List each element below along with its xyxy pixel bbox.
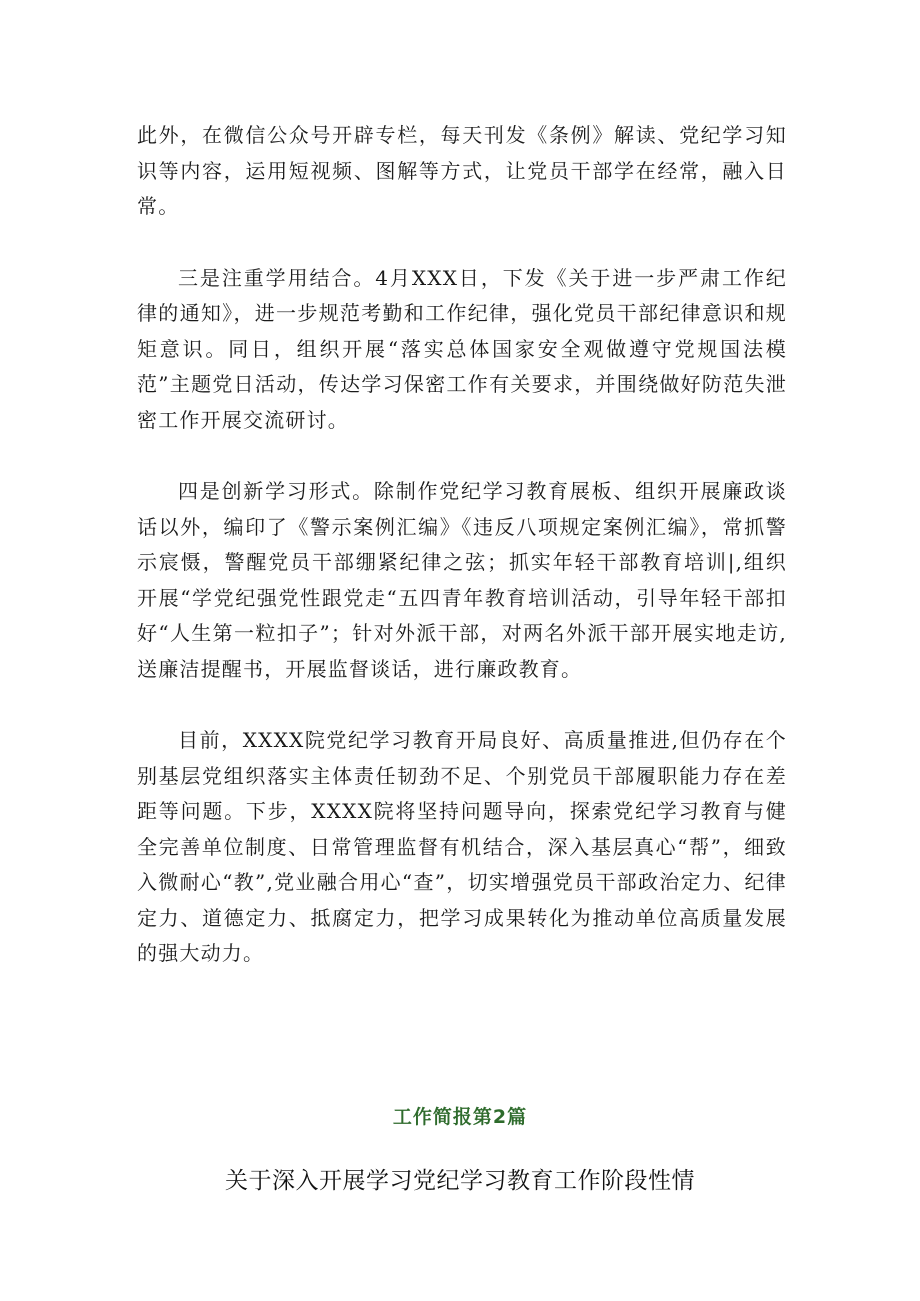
paragraph-current-status: 目前，XXXX院党纪学习教育开局良好、高质量推进,但仍存在个别基层党组织落实主体责任韧劲不足、个别党员干部履职能力存在差距等问题。下步，XXXX院将坚持问题导向，探索党纪学习教育与健全完善单位制度、日常管理监督有机结合，深入基层真心“帮”，细致入微耐心“教”,党业融合用心“查”，切实增强党员干部政治定力、纪律定力、道德定力、抵腐定力，把学习成果转化为推动单位高质量发展的强大动力。	[137, 728, 787, 965]
section-heading: 工作简报第2篇	[392, 1106, 528, 1128]
paragraph-study-application: 三是注重学用结合。4月XXX日，下发《关于进一步严肃工作纪律的通知》，进一步规范考勤和工作纪律，强化党员干部纪律意识和规矩意识。同日，组织开展“落实总体国家安全观做遵守党规国法模范”主题党日活动，传达学习保密工作有关要求，并围绕做好防范失泄密工作开展交流研讨。	[137, 265, 787, 432]
paragraph-innovate-forms: 四是创新学习形式。除制作党纪学习教育展板、组织开展廉政谈话以外，编印了《警示案例汇编》《违反八项规定案例汇编》，常抓警示宸慑，警醒党员干部绷紧纪律之弦；抓实年轻干部教育培训|,组织开展“学党纪强党性跟党走“五四青年教育培训活动，引导年轻干部扣好“人生第一粒扣子”；针对外派干部，对两名外派干部开展实地走访,送廉洁提醒书，开展监督谈话，进行廉政教育。	[137, 479, 787, 681]
document-title: 关于深入开展学习党纪学习教育工作阶段性情	[225, 1168, 695, 1194]
document-body	[137, 118, 787, 972]
paragraph-wechat-column: 此外，在微信公众号开辟专栏，每天刊发《条例》解读、党纪学习知识等内容，运用短视频、图解等方式，让党员干部学在经常，融入日常。	[137, 123, 787, 218]
